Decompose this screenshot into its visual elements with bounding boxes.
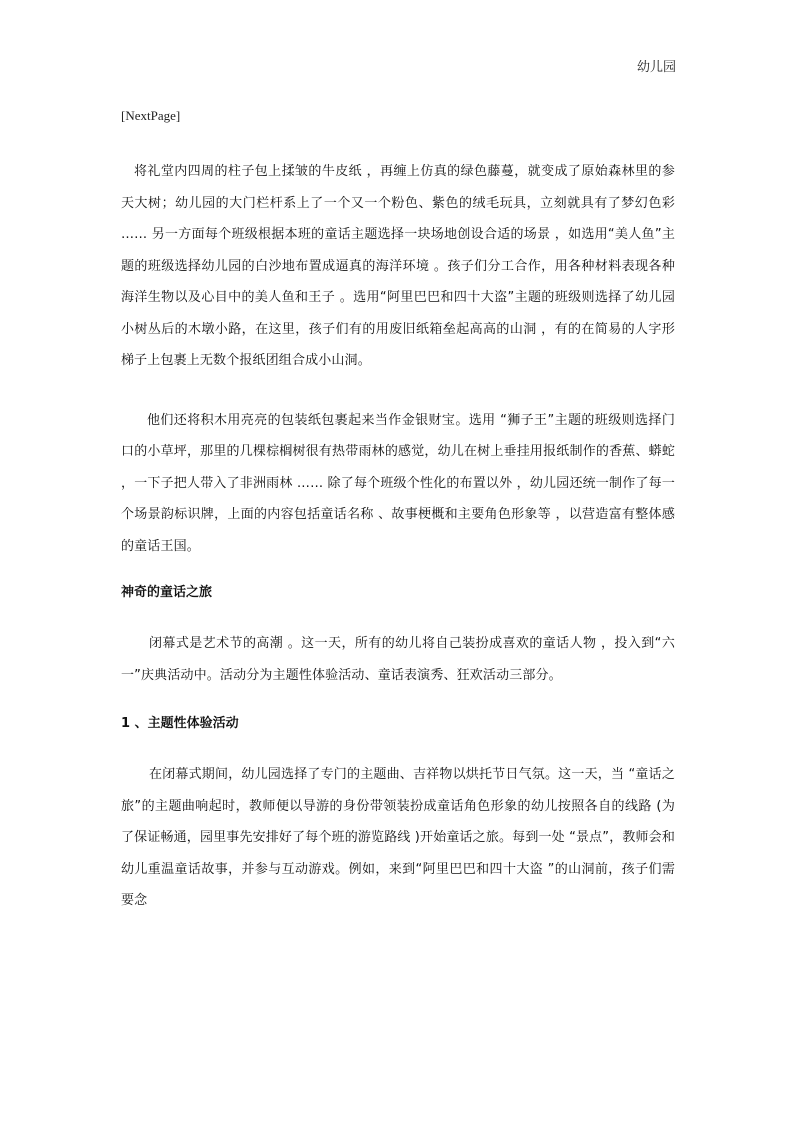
- paragraph-decoration: 将礼堂内四周的柱子包上揉皱的牛皮纸 ，再缠上仿真的绿色藤蔓，就变成了原始森林里的参天大树；幼儿园的大门栏杆系上了一个又一个粉色、紫色的绒毛玩具，立刻就具有了梦幻色彩 …… 另一方面每个班级根据本班的童话主题选择一块场地创设合适的场景 ，如选用“美人鱼”主题的班级选择幼儿园的白沙地布置成逼真的海洋环境 。孩子们分工合作，用各种材料表现各种海洋生物以及心目中的美人鱼和王子 。选用“阿里巴巴和四十大盗”主题的班级则选择了幼儿园小树丛后的木墩小路，在这里，孩子们有的用废旧纸箱垒起高高的山洞 ，有的在简易的人字形梯子上包裹上无数个报纸团组合成小山洞。: [121, 164, 675, 368]
- paragraph-closing-ceremony: 闭幕式是艺术节的高潮 。这一天，所有的幼儿将自己装扮成喜欢的童话人物 ，投入到“六一”庆典活动中。活动分为主题性体验活动、童话表演秀、狂欢活动三部分。: [121, 636, 675, 683]
- section-heading-themed-activity: 1 、主题性体验活动: [121, 716, 239, 731]
- section-heading-fairytale-journey: 神奇的童话之旅: [121, 585, 213, 600]
- paragraph-treasure: 他们还将积木用亮亮的包装纸包裹起来当作金银财宝。选用 “狮子王”主题的班级则选择门口的小草坪，那里的几棵棕榈树很有热带雨林的感觉，幼儿在树上垂挂用报纸制作的香蕉、蟒蛇 ，一下子把人带入了非洲雨林 …… 除了每个班级个性化的布置以外 ，幼儿园还统一制作了每一个场景韵标识牌，上面的内容包括童话名称 、故事梗概和主要角色形象等 ，以营造富有整体感的童话王国。: [121, 412, 675, 554]
- paragraph-themed-activity: 在闭幕式期间，幼儿园选择了专门的主题曲、吉祥物以烘托节日气氛。这一天，当 “童话之旅”的主题曲响起时，教师便以导游的身份带领装扮成童话角色形象的幼儿按照各自的线路 (为了保证畅通，园里事先安排好了每个班的游览路线 )开始童话之旅。每到一处 “景点”，教师会和幼儿重温童话故事，并参与互动游戏。例如，来到“阿里巴巴和四十大盗 ”的山洞前，孩子们需要念: [121, 767, 675, 908]
- document-body: [121, 156, 675, 945]
- page-header-title: 幼儿园: [636, 60, 676, 75]
- nextpage-marker: [NextPage]: [121, 108, 181, 123]
